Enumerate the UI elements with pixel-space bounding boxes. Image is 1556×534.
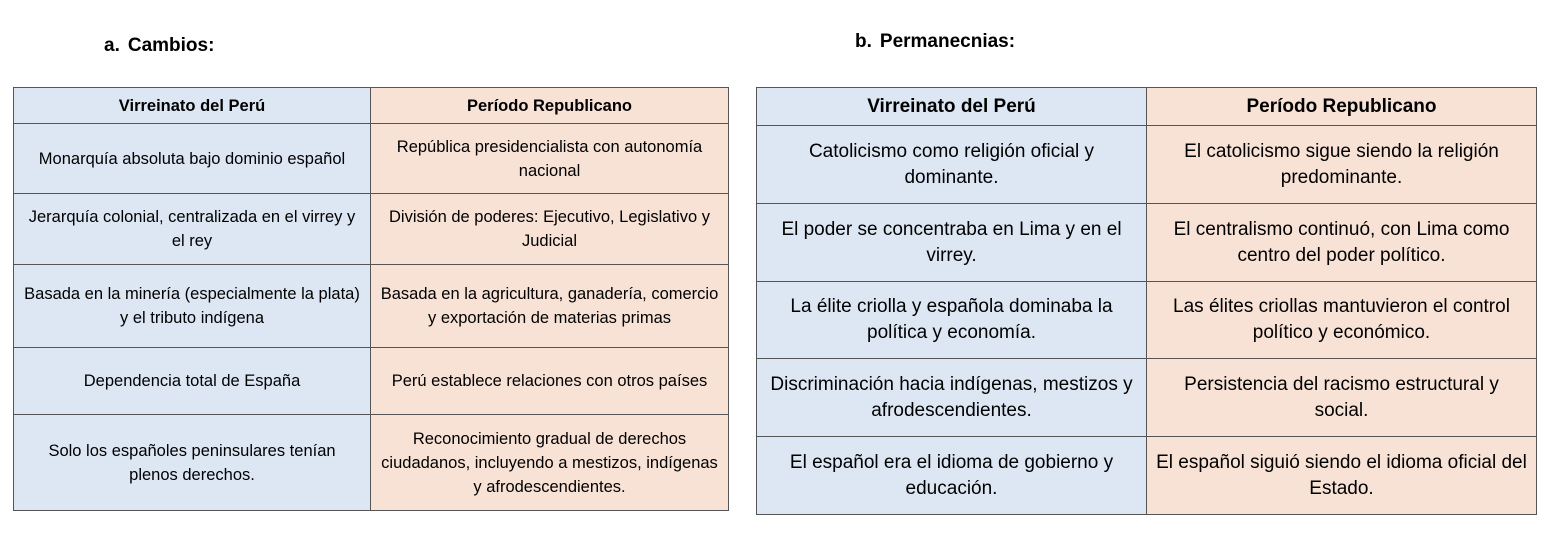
cell-republicano: El español siguió siendo el idioma oficial del Estado.: [1147, 437, 1537, 515]
table-row: [757, 437, 1537, 515]
cell-republicano: Basada en la agricultura, ganadería, comercio y exportación de materias primas: [371, 265, 729, 348]
table-row: [14, 194, 729, 265]
cell-virreinato: La élite criolla y española dominaba la política y economía.: [757, 282, 1147, 359]
table-row: [14, 348, 729, 415]
permanencias-heading: [855, 31, 1015, 53]
table-row: [757, 359, 1537, 437]
cambios-heading-number: a.: [104, 35, 120, 56]
table-header-row: [14, 88, 729, 124]
cell-republicano: Reconocimiento gradual de derechos ciudadanos, incluyendo a mestizos, indígenas y afrodescendientes.: [371, 415, 729, 511]
permanencias-table: [756, 87, 1537, 515]
cell-republicano: Persistencia del racismo estructural y social.: [1147, 359, 1537, 437]
cell-virreinato: Solo los españoles peninsulares tenían plenos derechos.: [14, 415, 371, 511]
header-periodo-republicano: Período Republicano: [371, 88, 729, 124]
permanencias-heading-number: b.: [855, 31, 872, 52]
cambios-table: [13, 87, 729, 511]
cell-republicano: El catolicismo sigue siendo la religión predominante.: [1147, 126, 1537, 204]
table-row: [757, 282, 1537, 359]
cell-republicano: Perú establece relaciones con otros países: [371, 348, 729, 415]
table-header-row: [757, 88, 1537, 126]
cell-virreinato: Jerarquía colonial, centralizada en el virrey y el rey: [14, 194, 371, 265]
cambios-heading-title: Cambios:: [127, 35, 215, 56]
header-periodo-republicano: Período Republicano: [1147, 88, 1537, 126]
header-virreinato: Virreinato del Perú: [757, 88, 1147, 126]
cell-republicano: El centralismo continuó, con Lima como centro del poder político.: [1147, 204, 1537, 282]
table-row: [14, 415, 729, 511]
header-virreinato: Virreinato del Perú: [14, 88, 371, 124]
cell-republicano: División de poderes: Ejecutivo, Legislativo y Judicial: [371, 194, 729, 265]
cell-virreinato: El español era el idioma de gobierno y educación.: [757, 437, 1147, 515]
cell-republicano: República presidencialista con autonomía nacional: [371, 124, 729, 194]
cell-republicano: Las élites criollas mantuvieron el control político y económico.: [1147, 282, 1537, 359]
table-row: [14, 124, 729, 194]
table-row: [757, 126, 1537, 204]
table-row: [757, 204, 1537, 282]
cell-virreinato: Discriminación hacia indígenas, mestizos y afrodescendientes.: [757, 359, 1147, 437]
cell-virreinato: El poder se concentraba en Lima y en el virrey.: [757, 204, 1147, 282]
cell-virreinato: Monarquía absoluta bajo dominio español: [14, 124, 371, 194]
cell-virreinato: Basada en la minería (especialmente la plata) y el tributo indígena: [14, 265, 371, 348]
table-row: [14, 265, 729, 348]
cambios-heading: [104, 35, 214, 57]
cell-virreinato: Catolicismo como religión oficial y dominante.: [757, 126, 1147, 204]
permanencias-heading-title: Permanecnias:: [879, 31, 1016, 52]
cell-virreinato: Dependencia total de España: [14, 348, 371, 415]
